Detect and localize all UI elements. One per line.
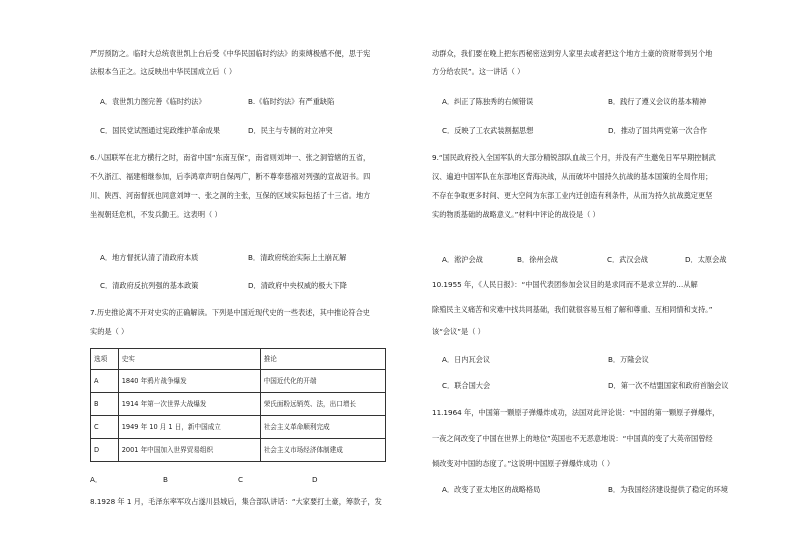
q7-stem-line-2: 实的是（ ） [90, 327, 129, 336]
table-cell: B [91, 393, 119, 416]
q9-option-a: A．淞沪会战 [442, 255, 483, 264]
table-cell: 中国近代化的开端 [260, 370, 385, 393]
table-header-fact: 史实 [118, 349, 260, 370]
table-cell: 1949 年 10 月 1 日，新中国成立 [118, 416, 260, 439]
table-header-row [91, 349, 386, 370]
table-row [91, 416, 386, 439]
q9-stem-line-3: 不存在争取更多时间、更大空间为东部工业内迁创造有利条件，从而为持久抗战奠定更坚 [432, 191, 713, 200]
table-cell: C [91, 416, 119, 439]
q5-stem-line-2: 法根本刍正之。这反映出中华民国成立后（ ） [90, 67, 237, 76]
q11-stem-line-1: 11.1964 年，中国第一颗原子弹爆炸成功，法国对此评论说：“中国的第一颗原子弹爆炸， [432, 408, 720, 417]
q5-option-a: A．袁世凯力图完善《临时约法》 [100, 97, 206, 106]
q6-stem-line-4: 坐视朝廷危机，不发兵勤王。这表明（ ） [90, 210, 222, 219]
table-header-inference: 推论 [260, 349, 385, 370]
table-cell: 社会主义革命顺利完成 [260, 416, 385, 439]
q5-option-c: C．国民党试图通过宪政维护革命成果 [100, 126, 221, 135]
q7-choice-a: A． [90, 475, 103, 484]
q5-option-d: D．民主与专制的对立冲突 [248, 126, 333, 135]
q8-option-c: C．反映了工农武装割据思想 [442, 126, 534, 135]
q8-stem-line-3: 方分给农民”。这一讲话（ ） [432, 67, 525, 76]
q8-option-b: B．践行了遵义会议的基本精神 [608, 97, 707, 106]
q8-option-d: D．推动了国共两党第一次合作 [608, 126, 707, 135]
table-row [91, 393, 386, 416]
q11-stem-line-2: 一夜之间改变了中国在世界上的地位”英国也不无恶意地说：“中国真的变了大英帝国曾经 [432, 434, 713, 443]
q11-option-a: A．改变了亚太地区的战略格局 [442, 485, 541, 494]
table-cell: 1840 年鸦片战争爆发 [118, 370, 260, 393]
q9-stem-line-1: 9.“国民政府投入全国军队的大部分精锐部队血战三个月，并没有产生邀免日军早期控制武 [432, 153, 716, 162]
q9-option-c: C．武汉会战 [607, 255, 648, 264]
q9-option-b: B．徐州会战 [517, 255, 558, 264]
q5-option-b: B.《临时约法》有严重缺陷 [248, 97, 335, 106]
table-cell: A [91, 370, 119, 393]
q6-option-c: C．清政府反抗列强的基本政策 [100, 281, 199, 290]
q8-stem-line-1: 8.1928 年 1 月，毛泽东率军攻占遂川县城后，集合部队讲话：“大家要打土豪，筹款子，发 [90, 497, 382, 506]
q8-option-a: A．纠正了陈独秀的右倾错误 [442, 97, 534, 106]
table-cell: 1914 年第一次世界大战爆发 [118, 393, 260, 416]
table-cell: 社会主义市场经济体制建成 [260, 439, 385, 462]
q10-stem-line-2: 除殖民主义痛苦和灾难中找共同基础，我们就很容易互相了解和尊重、互相同情和支持。” [432, 305, 713, 314]
q6-stem-line-1: 6.八国联军在北方横行之时，南省中国“东南互保”，南省则刘坤一、张之洞管辖的五省， [90, 153, 371, 162]
q11-stem-line-3: 倾改变对中国的态度了。”这说明中国原子弹爆炸成功（ ） [432, 459, 615, 468]
q10-option-d: D．第一次不结盟国家和政府首脑会议 [608, 381, 729, 390]
q6-option-a: A．地方督抚认清了清政府本质 [100, 253, 199, 262]
q9-option-d: D．太原会战 [685, 255, 727, 264]
q10-stem-line-1: 10.1955 年，《人民日报》：“中国代表团参加会议目的是求同而不是求立异的…从解 [432, 280, 698, 289]
table-cell: 2001 年中国加入世界贸易组织 [118, 439, 260, 462]
table-row [91, 370, 386, 393]
q7-choice-c: C [238, 475, 244, 484]
q10-option-a: A．日内瓦会议 [442, 355, 491, 364]
q10-option-b: B．万隆会议 [608, 355, 649, 364]
q11-option-b: B．为我国经济建设提供了稳定的环境 [608, 485, 728, 494]
q7-choice-d: D [312, 475, 318, 484]
q6-option-b: B．清政府统治实际上土崩瓦解 [248, 253, 347, 262]
q9-stem-line-4: 实的物质基础的战略意义。”材料中评论的战役是（ ） [432, 210, 600, 219]
table-row [91, 439, 386, 462]
q9-stem-line-2: 汉、遍迫中国军队在东部地区背海决战，从而破坏中国持久抗战的基本国策的全局作用； [432, 172, 713, 181]
table-header-option: 选项 [91, 349, 119, 370]
q10-option-c: C．联合国大会 [442, 381, 491, 390]
table-cell: 荣氏面粉远销英、法，出口增长 [260, 393, 385, 416]
q7-stem-line-1: 7.历史推论离不开对史实的正确解读。下列是中国近现代史的一些表述，其中推论符合史 [90, 308, 370, 317]
q7-choice-b: B [163, 475, 168, 484]
q6-stem-line-3: 川、陕西、河南督抚也同意刘坤一、张之洞的主张，互保的区域实际包括了十三省。地方 [90, 191, 371, 200]
q6-option-d: D．清政府中央权威的极大下降 [248, 281, 347, 290]
table-cell: D [91, 439, 119, 462]
q10-stem-line-3: 该“会议”是（ ） [432, 327, 485, 336]
q6-stem-line-2: 不久浙江、福建相继参加，后李鸿章声明自保两广，断不尊奉慈禧对列强的宣战诏书。四 [90, 172, 371, 181]
q8-stem-line-2: 动群众，我们要在晚上把东西秘密送到穷人家里去或者把这个地方土豪的资财带到另个地 [432, 49, 713, 58]
history-table [90, 348, 386, 462]
q5-stem-line-1: 严厉预防之。临时大总统袁世凯上台后受《中华民国临时约法》的束缚极感不便，思于宪 [90, 49, 371, 58]
